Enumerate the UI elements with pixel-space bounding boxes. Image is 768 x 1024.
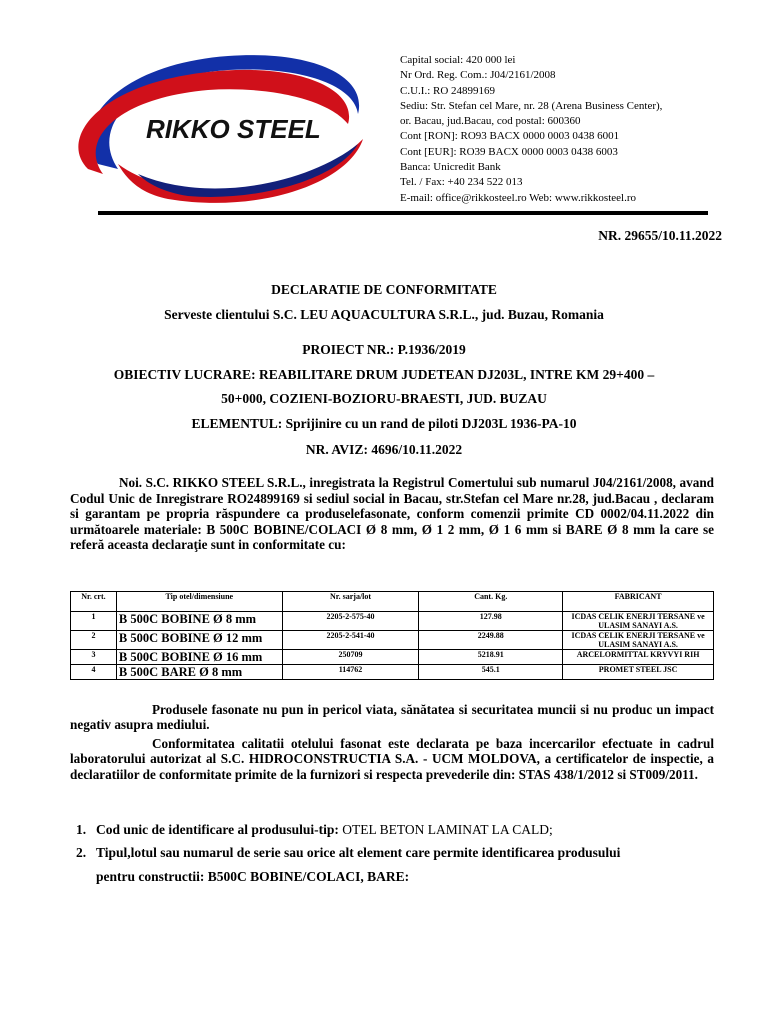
cell-maker: PROMET STEEL JSC	[563, 665, 714, 680]
list-item-continuation: pentru constructii: B500C BOBINE/COLACI, BARE:	[96, 869, 410, 884]
header-divider	[98, 211, 708, 215]
col-header-lot: Nr. sarja/lot	[282, 592, 419, 612]
col-header-nr: Nr. crt.	[71, 592, 117, 612]
list-item-label: Cod unic de identificare al produsului-tip:	[96, 822, 343, 837]
info-cont-ron: Cont [RON]: RO93 BACX 0000 0003 0438 6001	[400, 130, 620, 143]
info-cui: C.U.I.: RO 24899169	[400, 84, 496, 97]
company-info	[400, 53, 662, 206]
col-header-maker: FABRICANT	[563, 592, 714, 612]
cell-type: B 500C BARE Ø 8 mm	[116, 665, 282, 680]
safety-text: Produsele fasonate nu pun in pericol viata, sănătatea si securitatea muncii si nu produc un impact negativ asupra mediului.	[70, 702, 714, 733]
info-phone: Tel. / Fax: +40 234 522 013	[400, 176, 523, 189]
cell-maker: ARCELORMITTAL KRYVYI RIH	[563, 650, 714, 665]
cell-lot: 2205-2-575-40	[282, 612, 419, 631]
cell-nr: 2	[71, 631, 117, 650]
aviz-line: NR. AVIZ: 4696/10.11.2022	[305, 442, 463, 457]
table-row	[71, 665, 714, 680]
cell-qty: 545.1	[419, 665, 563, 680]
info-bank: Banca: Unicredit Bank	[400, 161, 501, 174]
cell-maker: ICDAS CELIK ENERJI TERSANE ve ULASIM SANAYI A.S.	[563, 631, 714, 650]
table-row	[71, 612, 714, 631]
document-title: DECLARATIE DE CONFORMITATE	[271, 282, 497, 297]
element-line: ELEMENTUL: Sprijinire cu un rand de piloti DJ203L 1936-PA-10	[191, 416, 577, 431]
info-email-web: E-mail: office@rikkosteel.ro Web: www.rikkosteel.ro	[400, 191, 637, 204]
table-row	[71, 650, 714, 665]
cell-lot: 114762	[282, 665, 419, 680]
objective-line-1: OBIECTIV LUCRARE: REABILITARE DRUM JUDETEAN DJ203L, INTRE KM 29+400 –	[113, 367, 655, 382]
col-header-type: Tip otel/dimensiune	[116, 592, 282, 612]
declaration-paragraph	[70, 475, 714, 553]
table-row	[71, 631, 714, 650]
cell-nr: 3	[71, 650, 117, 665]
rikko-steel-logo	[58, 44, 378, 210]
document-number: NR. 29655/10.11.2022	[598, 228, 722, 243]
cell-nr: 4	[71, 665, 117, 680]
logo-wordmark: RIKKO STEEL	[146, 114, 321, 144]
objective-line-2: 50+000, COZIENI-BOZIORU-BRAESTI, JUD. BUZAU	[221, 391, 547, 406]
info-address: or. Bacau, jud.Bacau, cod postal: 600360	[400, 115, 581, 128]
list-item	[70, 843, 722, 886]
cell-type: B 500C BOBINE Ø 8 mm	[116, 612, 282, 631]
cell-lot: 2205-2-541-40	[282, 631, 419, 650]
cell-lot: 250709	[282, 650, 419, 665]
cell-maker: ICDAS CELIK ENERJI TERSANE ve ULASIM SANAYI A.S.	[563, 612, 714, 631]
col-header-qty: Cant. Kg.	[419, 592, 563, 612]
client-line: Serveste clientului S.C. LEU AQUACULTURA S.R.L., jud. Buzau, Romania	[164, 307, 604, 322]
cell-qty: 127.98	[419, 612, 563, 631]
cell-qty: 2249.88	[419, 631, 563, 650]
safety-paragraphs	[70, 702, 714, 782]
info-capital: Capital social: 420 000 lei	[400, 54, 516, 66]
list-item-number: 1.	[76, 822, 87, 837]
conformity-text: Conformitatea calitatii otelului fasonat este declarata pe baza incercarilor efectuate in cadrul laboratorului autorizat al S.C. HIDROCONSTRUCTIA S.A. - UCM MOLDOVA, a certificatelor de inspectie, a declaratiilor de conformitate primite de la furnizori si respecta prevederile din: STAS 438/1/2012 si ST009/2011.	[70, 735, 714, 782]
info-cont-eur: Cont [EUR]: RO39 BACX 0000 0003 0438 6003	[400, 145, 618, 158]
logo-blue-lower-arc	[138, 144, 358, 197]
numbered-list	[70, 820, 722, 886]
paragraph-text: Noi. S.C. RIKKO STEEL S.R.L., inregistrata la Registrul Comertului sub numarul J04/2161/2008, avand Codul Unic de Inregistrare RO24899169 si sediul social in Bacau, str.Stefan cel Mare nr.28, jud.Bacau , declaram si garantam pe propria răspundere ca produselefasonate, conform comenzii primite CD 0002/04.11.2022 din următoarele materiale: B 500C BOBINE/COLACI Ø 8 mm, Ø 1 2 mm, Ø 1 6 mm si BARE Ø 8 mm la care se referă aceasta declaraţie sunt in conformitate cu:	[70, 475, 714, 553]
cell-type: B 500C BOBINE Ø 12 mm	[116, 631, 282, 650]
info-reg-com: Nr Ord. Reg. Com.: J04/2161/2008	[400, 69, 556, 82]
list-item	[70, 820, 722, 839]
cell-qty: 5218.91	[419, 650, 563, 665]
list-item-value: OTEL BETON LAMINAT LA CALD;	[342, 822, 553, 837]
list-item-label: Tipul,lotul sau numarul de serie sau orice alt element care permite identificarea produsului	[96, 845, 621, 860]
cell-type: B 500C BOBINE Ø 16 mm	[116, 650, 282, 665]
cell-nr: 1	[71, 612, 117, 631]
project-line: PROIECT NR.: P.1936/2019	[302, 342, 466, 357]
table-header-row	[71, 592, 714, 612]
products-table	[70, 591, 714, 680]
info-sediu: Sediu: Str. Stefan cel Mare, nr. 28 (Arena Business Center),	[400, 99, 663, 112]
list-item-number: 2.	[76, 845, 87, 860]
